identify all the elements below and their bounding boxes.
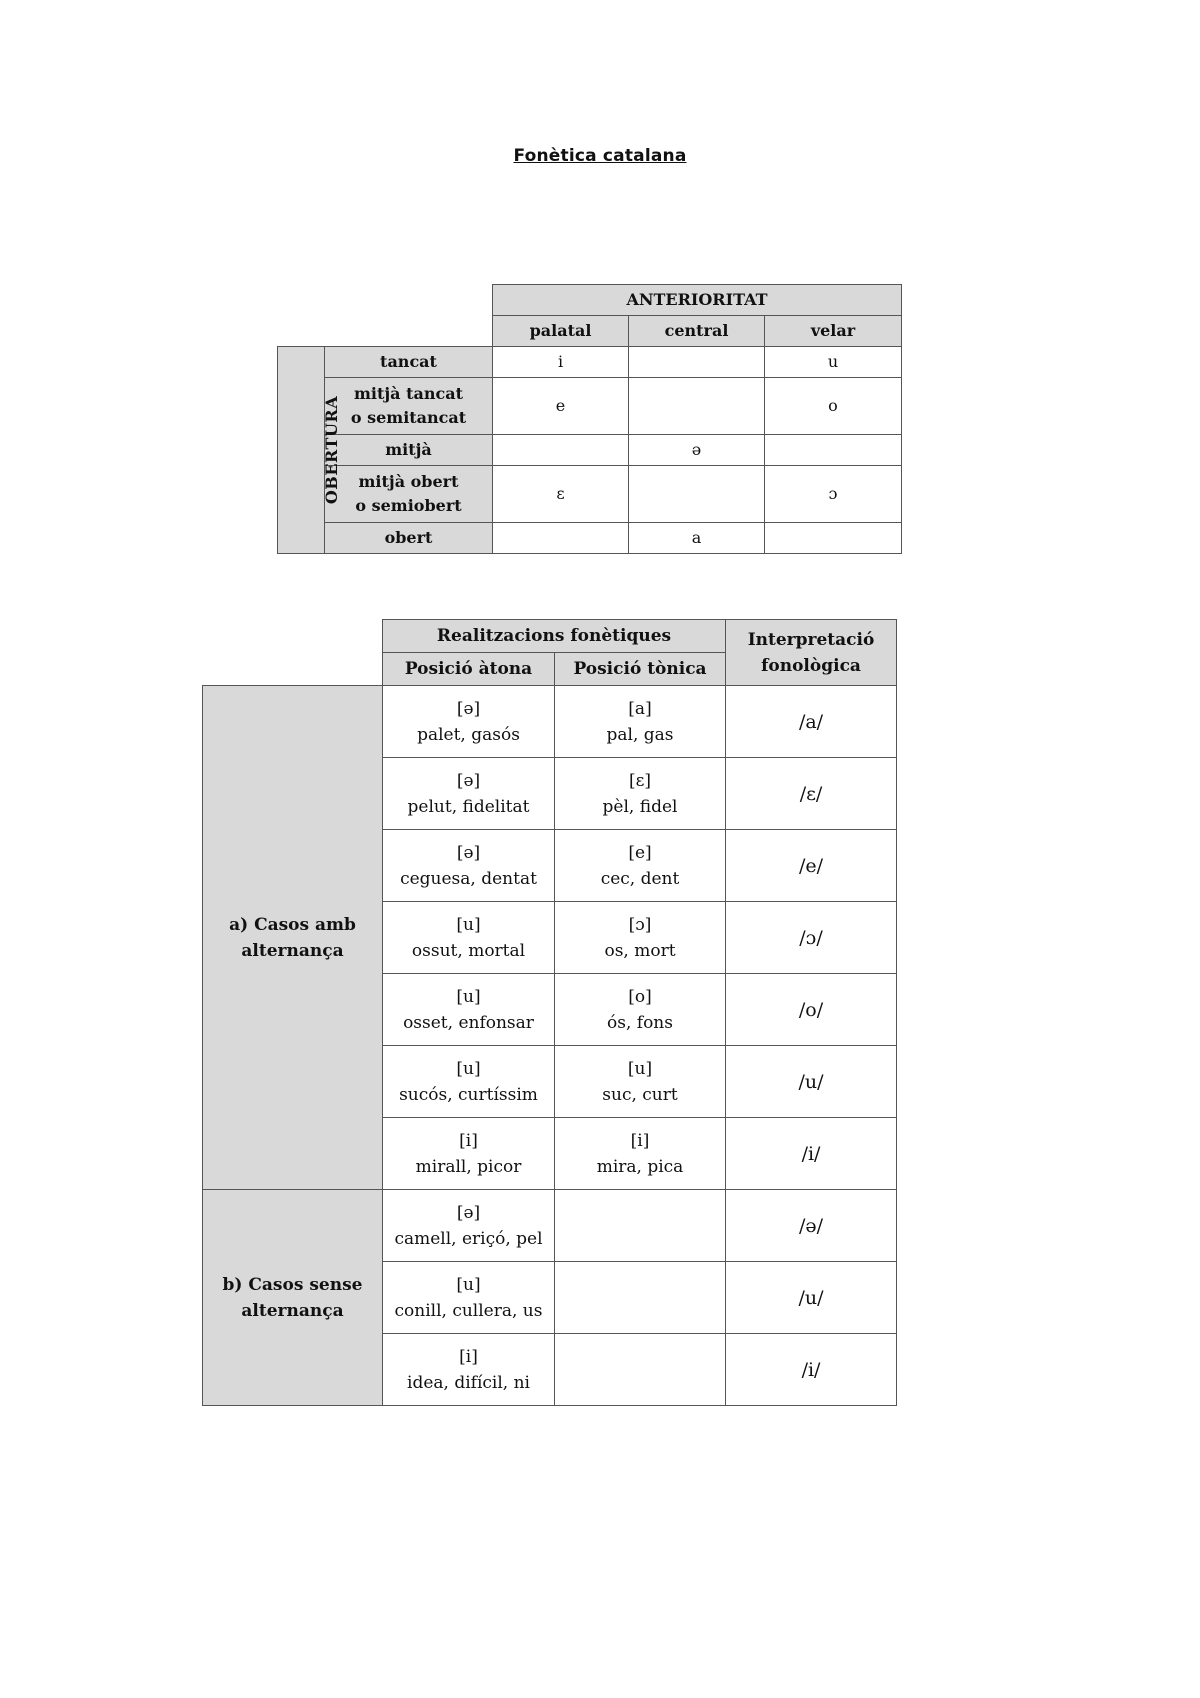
vowel-cell (765, 435, 902, 466)
ipa-transcription: [o] (628, 986, 652, 1007)
atona-cell (383, 902, 555, 974)
vowel-row (278, 523, 902, 554)
ipa-transcription: [ə] (456, 842, 481, 863)
ipa-transcription: [u] (456, 1058, 481, 1079)
vowel-cell: a (629, 523, 765, 554)
phonological-interpretation: /ɛ/ (726, 758, 897, 830)
vowel-cell (493, 523, 629, 554)
ipa-transcription: [ɔ] (628, 914, 652, 935)
ipa-transcription: [i] (630, 1130, 650, 1151)
phonetic-realizations-table (202, 619, 897, 1406)
vowel-cell (493, 435, 629, 466)
example-words: idea, difícil, ni (407, 1372, 530, 1393)
vowel-row (278, 466, 902, 523)
phonological-interpretation: /e/ (726, 830, 897, 902)
ipa-transcription: [ə] (456, 1202, 481, 1223)
example-words: palet, gasós (417, 724, 520, 745)
anterioritat-header: ANTERIORITAT (493, 285, 902, 316)
vowel-table-body (278, 285, 902, 554)
atona-cell (383, 974, 555, 1046)
tonica-cell (555, 902, 726, 974)
atona-cell (383, 1190, 555, 1262)
tonica-cell (555, 1262, 726, 1334)
realization-row (203, 686, 897, 758)
vowel-cell (629, 378, 765, 435)
obertura-header (278, 347, 342, 554)
tonica-cell (555, 830, 726, 902)
tonica-cell (555, 758, 726, 830)
posicio-atona-header: Posició àtona (383, 653, 555, 686)
vowel-cell (629, 466, 765, 523)
ipa-transcription: [u] (456, 914, 481, 935)
realization-row (203, 1190, 897, 1262)
row-header: obert (325, 523, 493, 554)
example-words: ossut, mortal (411, 940, 526, 961)
tonica-cell (555, 974, 726, 1046)
ipa-transcription: [u] (627, 1058, 653, 1079)
example-words: osset, enfonsar (403, 1012, 534, 1033)
phonological-interpretation: /u/ (726, 1046, 897, 1118)
posicio-tonica-header: Posició tònica (555, 653, 726, 686)
column-header-central: central (629, 316, 765, 347)
ipa-transcription: [i] (459, 1130, 478, 1151)
example-words: mira, pica (596, 1156, 684, 1177)
row-header: mitjà tancat o semitancat (325, 378, 493, 435)
atona-cell (383, 1334, 555, 1406)
column-header-velar: velar (765, 316, 902, 347)
interpretacio-header: Interpretació fonològica (726, 620, 897, 686)
vowel-row (278, 378, 902, 435)
ipa-transcription: [ə] (456, 698, 481, 719)
ipa-transcription: [u] (456, 1274, 481, 1295)
vowel-cell: i (493, 347, 629, 378)
atona-cell (383, 1118, 555, 1190)
row-header: mitjà (325, 435, 493, 466)
example-words: pal, gas (606, 724, 674, 745)
atona-cell (383, 758, 555, 830)
tonica-cell (555, 1334, 726, 1406)
realitzacions-header: Realitzacions fonètiques (383, 620, 726, 653)
phonological-interpretation: /u/ (726, 1262, 897, 1334)
realizations-table-body (203, 620, 897, 1406)
ipa-transcription: [a] (628, 698, 652, 719)
vowel-cell: ɛ (493, 466, 629, 523)
example-words: cec, dent (600, 868, 680, 889)
example-words: pelut, fidelitat (407, 796, 530, 817)
example-words: sucós, curtíssim (399, 1084, 538, 1105)
phonological-interpretation: /a/ (726, 686, 897, 758)
example-words: suc, curt (602, 1084, 678, 1105)
ipa-transcription: [ɛ] (628, 770, 652, 791)
vowel-cell (765, 523, 902, 554)
ipa-transcription: [ə] (456, 770, 481, 791)
example-words: mirall, picor (415, 1156, 522, 1177)
group-label: b) Casos sense alternança (203, 1190, 383, 1406)
obertura-label: OBERTURA (322, 395, 342, 505)
ipa-transcription: [i] (459, 1346, 478, 1367)
vowel-cell: e (493, 378, 629, 435)
example-words: camell, eriçó, pel (394, 1228, 543, 1249)
atona-cell (383, 1046, 555, 1118)
tonica-cell (555, 1190, 726, 1262)
example-words: os, mort (604, 940, 676, 961)
tonica-cell (555, 1046, 726, 1118)
vowel-classification-table (277, 284, 902, 554)
atona-cell (383, 686, 555, 758)
phonological-interpretation: /i/ (726, 1334, 897, 1406)
row-header: mitjà obert o semiobert (325, 466, 493, 523)
ipa-transcription: [u] (456, 986, 481, 1007)
atona-cell (383, 830, 555, 902)
example-words: pèl, fidel (602, 796, 678, 817)
example-words: ceguesa, dentat (400, 868, 537, 889)
column-header-palatal: palatal (493, 316, 629, 347)
phonological-interpretation: /o/ (726, 974, 897, 1046)
example-words: ós, fons (607, 1012, 673, 1033)
vowel-cell: u (765, 347, 902, 378)
group-label: a) Casos amb alternança (203, 686, 383, 1190)
phonological-interpretation: /i/ (726, 1118, 897, 1190)
vowel-cell (629, 347, 765, 378)
vowel-cell: ɔ (765, 466, 902, 523)
atona-cell (383, 1262, 555, 1334)
row-header: tancat (325, 347, 493, 378)
example-words: conill, cullera, us (394, 1300, 543, 1321)
phonological-interpretation: /ɔ/ (726, 902, 897, 974)
tonica-cell (555, 1118, 726, 1190)
phonological-interpretation: /ə/ (726, 1190, 897, 1262)
vowel-row (278, 347, 902, 378)
vowel-row (278, 435, 902, 466)
ipa-transcription: [e] (628, 842, 652, 863)
page-title: Fonètica catalana (513, 146, 687, 166)
vowel-cell: o (765, 378, 902, 435)
vowel-cell: ə (629, 435, 765, 466)
tonica-cell (555, 686, 726, 758)
